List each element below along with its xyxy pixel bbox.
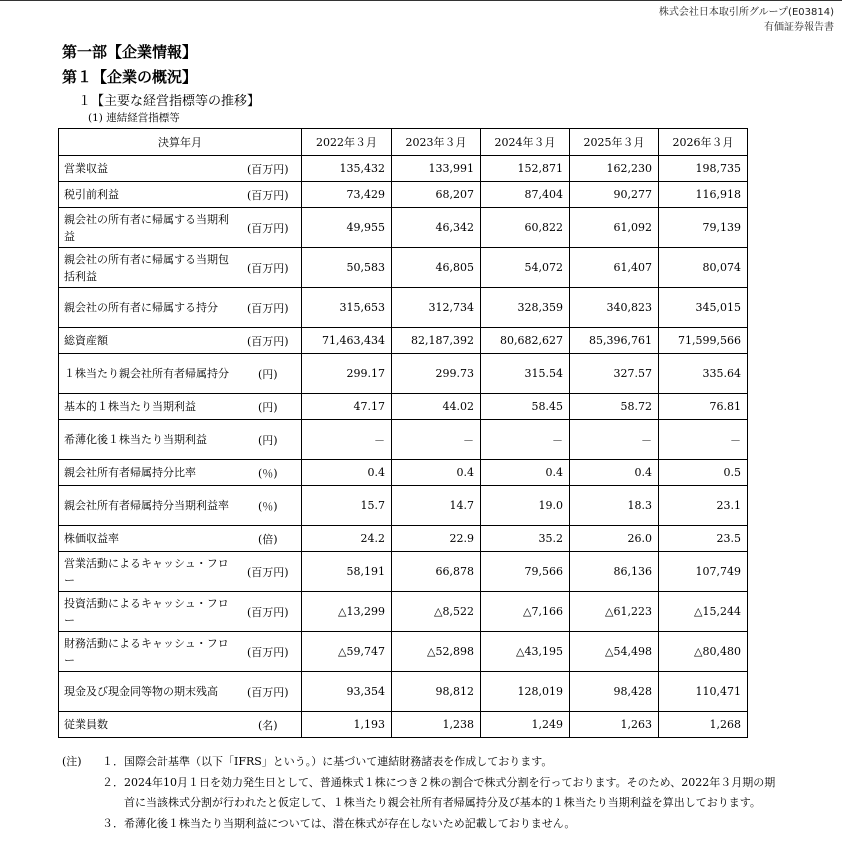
value-cell: 19.0 <box>481 486 570 526</box>
value-cell: 1,238 <box>392 712 481 738</box>
row-label: 財務活動によるキャッシュ・フロー <box>59 632 235 672</box>
value-cell: 328,359 <box>481 288 570 328</box>
row-label: 親会社の所有者に帰属する当期利益 <box>59 208 235 248</box>
value-cell: 18.3 <box>570 486 659 526</box>
value-cell: 68,207 <box>392 182 481 208</box>
value-cell: 0.4 <box>302 460 392 486</box>
value-cell: 98,428 <box>570 672 659 712</box>
value-cell: － <box>570 420 659 460</box>
row-unit: (百万円) <box>235 328 302 354</box>
value-cell: 98,812 <box>392 672 481 712</box>
value-cell: － <box>659 420 748 460</box>
value-cell: 71,599,566 <box>659 328 748 354</box>
note-number: ２． <box>102 775 124 789</box>
note-text: 2024年10月１日を効力発生日として、普通株式１株につき２株の割合で株式分割を行っております。そのため、2022年３月期の期首に当該株式分割が行われたと仮定して、１株当たり親会社所有者帰属持分及び基本的１株当たり当期利益を算出しております。 <box>124 775 776 809</box>
value-cell: 299.73 <box>392 354 481 394</box>
table-row <box>59 156 748 182</box>
row-unit: (百万円) <box>235 672 302 712</box>
note-item <box>62 773 784 814</box>
table-row <box>59 182 748 208</box>
row-unit: (百万円) <box>235 288 302 328</box>
table-row <box>59 248 748 288</box>
note-text: 国際会計基準（以下「IFRS」という。）に基づいて連結財務諸表を作成しております。 <box>124 755 553 768</box>
value-cell: 79,139 <box>659 208 748 248</box>
row-label: 基本的１株当たり当期利益 <box>59 394 235 420</box>
row-unit: (％) <box>235 486 302 526</box>
value-cell: 198,735 <box>659 156 748 182</box>
value-cell: 315.54 <box>481 354 570 394</box>
note-item <box>62 814 784 835</box>
year-header: 2024年３月 <box>481 129 570 156</box>
row-label: 親会社の所有者に帰属する当期包括利益 <box>59 248 235 288</box>
value-cell: 49,955 <box>302 208 392 248</box>
table-row <box>59 672 748 712</box>
year-header: 2025年３月 <box>570 129 659 156</box>
value-cell: 66,878 <box>392 552 481 592</box>
table-row <box>59 632 748 672</box>
value-cell: 15.7 <box>302 486 392 526</box>
note-item <box>62 752 784 773</box>
value-cell: 128,019 <box>481 672 570 712</box>
table-row <box>59 420 748 460</box>
value-cell: 86,136 <box>570 552 659 592</box>
value-cell: 340,823 <box>570 288 659 328</box>
value-cell: △59,747 <box>302 632 392 672</box>
value-cell: 162,230 <box>570 156 659 182</box>
row-unit: (円) <box>235 394 302 420</box>
value-cell: 60,822 <box>481 208 570 248</box>
row-unit: (百万円) <box>235 592 302 632</box>
row-unit: (円) <box>235 354 302 394</box>
row-unit: (倍) <box>235 526 302 552</box>
value-cell: 0.4 <box>392 460 481 486</box>
value-cell: 76.81 <box>659 394 748 420</box>
section-title: 第１【企業の概況】 <box>62 68 198 86</box>
subsection-title: １【主要な経営指標等の推移】 <box>78 94 261 109</box>
value-cell: 335.64 <box>659 354 748 394</box>
row-label: 現金及び現金同等物の期末残高 <box>59 672 235 712</box>
value-cell: 80,074 <box>659 248 748 288</box>
value-cell: △7,166 <box>481 592 570 632</box>
value-cell: 116,918 <box>659 182 748 208</box>
notes-section <box>62 752 784 834</box>
row-label: 従業員数 <box>59 712 235 738</box>
value-cell: △52,898 <box>392 632 481 672</box>
value-cell: 1,268 <box>659 712 748 738</box>
header-label: 決算年月 <box>59 129 302 156</box>
value-cell: 73,429 <box>302 182 392 208</box>
value-cell: 299.17 <box>302 354 392 394</box>
value-cell: 312,734 <box>392 288 481 328</box>
value-cell: △54,498 <box>570 632 659 672</box>
table-row <box>59 552 748 592</box>
row-label: 営業活動によるキャッシュ・フロー <box>59 552 235 592</box>
row-unit: (百万円) <box>235 632 302 672</box>
value-cell: 1,263 <box>570 712 659 738</box>
value-cell: △13,299 <box>302 592 392 632</box>
row-label: 親会社所有者帰属持分当期利益率 <box>59 486 235 526</box>
value-cell: 44.02 <box>392 394 481 420</box>
row-label: 親会社の所有者に帰属する持分 <box>59 288 235 328</box>
value-cell: 1,193 <box>302 712 392 738</box>
value-cell: 79,566 <box>481 552 570 592</box>
value-cell: 58.72 <box>570 394 659 420</box>
row-label: 親会社所有者帰属持分比率 <box>59 460 235 486</box>
table-row <box>59 486 748 526</box>
value-cell: 61,407 <box>570 248 659 288</box>
value-cell: 1,249 <box>481 712 570 738</box>
row-label: 営業収益 <box>59 156 235 182</box>
value-cell: 107,749 <box>659 552 748 592</box>
table-row <box>59 460 748 486</box>
value-cell: 133,991 <box>392 156 481 182</box>
table-row <box>59 712 748 738</box>
row-unit: (百万円) <box>235 182 302 208</box>
table-row <box>59 288 748 328</box>
value-cell: 71,463,434 <box>302 328 392 354</box>
value-cell: △15,244 <box>659 592 748 632</box>
document-header <box>659 5 834 35</box>
value-cell: 0.4 <box>570 460 659 486</box>
part-title: 第一部【企業情報】 <box>62 43 198 61</box>
value-cell: － <box>481 420 570 460</box>
value-cell: 0.4 <box>481 460 570 486</box>
value-cell: 327.57 <box>570 354 659 394</box>
value-cell: △80,480 <box>659 632 748 672</box>
row-label: 税引前利益 <box>59 182 235 208</box>
value-cell: － <box>392 420 481 460</box>
value-cell: 82,187,392 <box>392 328 481 354</box>
table-row <box>59 328 748 354</box>
value-cell: 135,432 <box>302 156 392 182</box>
value-cell: 93,354 <box>302 672 392 712</box>
note-number: ３． <box>102 816 124 830</box>
value-cell: 14.7 <box>392 486 481 526</box>
value-cell: 90,277 <box>570 182 659 208</box>
value-cell: 46,342 <box>392 208 481 248</box>
value-cell: 345,015 <box>659 288 748 328</box>
value-cell: 80,682,627 <box>481 328 570 354</box>
table-row <box>59 592 748 632</box>
value-cell: 110,471 <box>659 672 748 712</box>
value-cell: 61,092 <box>570 208 659 248</box>
document-type: 有価証券報告書 <box>764 22 834 33</box>
table-header-row <box>59 129 748 156</box>
row-unit: (百万円) <box>235 248 302 288</box>
financial-indicators-table <box>58 128 748 738</box>
year-header: 2022年３月 <box>302 129 392 156</box>
row-unit: (名) <box>235 712 302 738</box>
value-cell: 47.17 <box>302 394 392 420</box>
value-cell: 46,805 <box>392 248 481 288</box>
row-unit: (百万円) <box>235 552 302 592</box>
row-label: 希薄化後１株当たり当期利益 <box>59 420 235 460</box>
note-text: 希薄化後１株当たり当期利益については、潜在株式が存在しないため記載しておりません。 <box>124 816 576 830</box>
value-cell: 315,653 <box>302 288 392 328</box>
value-cell: 87,404 <box>481 182 570 208</box>
value-cell: △61,223 <box>570 592 659 632</box>
row-unit: (円) <box>235 420 302 460</box>
top-rule <box>0 0 842 1</box>
value-cell: 22.9 <box>392 526 481 552</box>
value-cell: △43,195 <box>481 632 570 672</box>
value-cell: △8,522 <box>392 592 481 632</box>
row-label: １株当たり親会社所有者帰属持分 <box>59 354 235 394</box>
value-cell: 50,583 <box>302 248 392 288</box>
year-header: 2026年３月 <box>659 129 748 156</box>
table-row <box>59 526 748 552</box>
value-cell: 35.2 <box>481 526 570 552</box>
value-cell: － <box>302 420 392 460</box>
value-cell: 152,871 <box>481 156 570 182</box>
value-cell: 85,396,761 <box>570 328 659 354</box>
row-label: 投資活動によるキャッシュ・フロー <box>59 592 235 632</box>
value-cell: 58.45 <box>481 394 570 420</box>
row-label: 株価収益率 <box>59 526 235 552</box>
year-header: 2023年３月 <box>392 129 481 156</box>
row-unit: (百万円) <box>235 156 302 182</box>
table-caption: (1) 連結経営指標等 <box>88 112 180 124</box>
value-cell: 0.5 <box>659 460 748 486</box>
value-cell: 24.2 <box>302 526 392 552</box>
notes-prefix: (注) <box>62 755 82 768</box>
note-number: １． <box>102 755 124 768</box>
table-row <box>59 354 748 394</box>
table-row <box>59 208 748 248</box>
row-unit: (％) <box>235 460 302 486</box>
value-cell: 54,072 <box>481 248 570 288</box>
value-cell: 23.5 <box>659 526 748 552</box>
company-name: 株式会社日本取引所グループ(E03814) <box>658 7 834 18</box>
table-row <box>59 394 748 420</box>
value-cell: 58,191 <box>302 552 392 592</box>
row-label: 総資産額 <box>59 328 235 354</box>
value-cell: 23.1 <box>659 486 748 526</box>
value-cell: 26.0 <box>570 526 659 552</box>
row-unit: (百万円) <box>235 208 302 248</box>
